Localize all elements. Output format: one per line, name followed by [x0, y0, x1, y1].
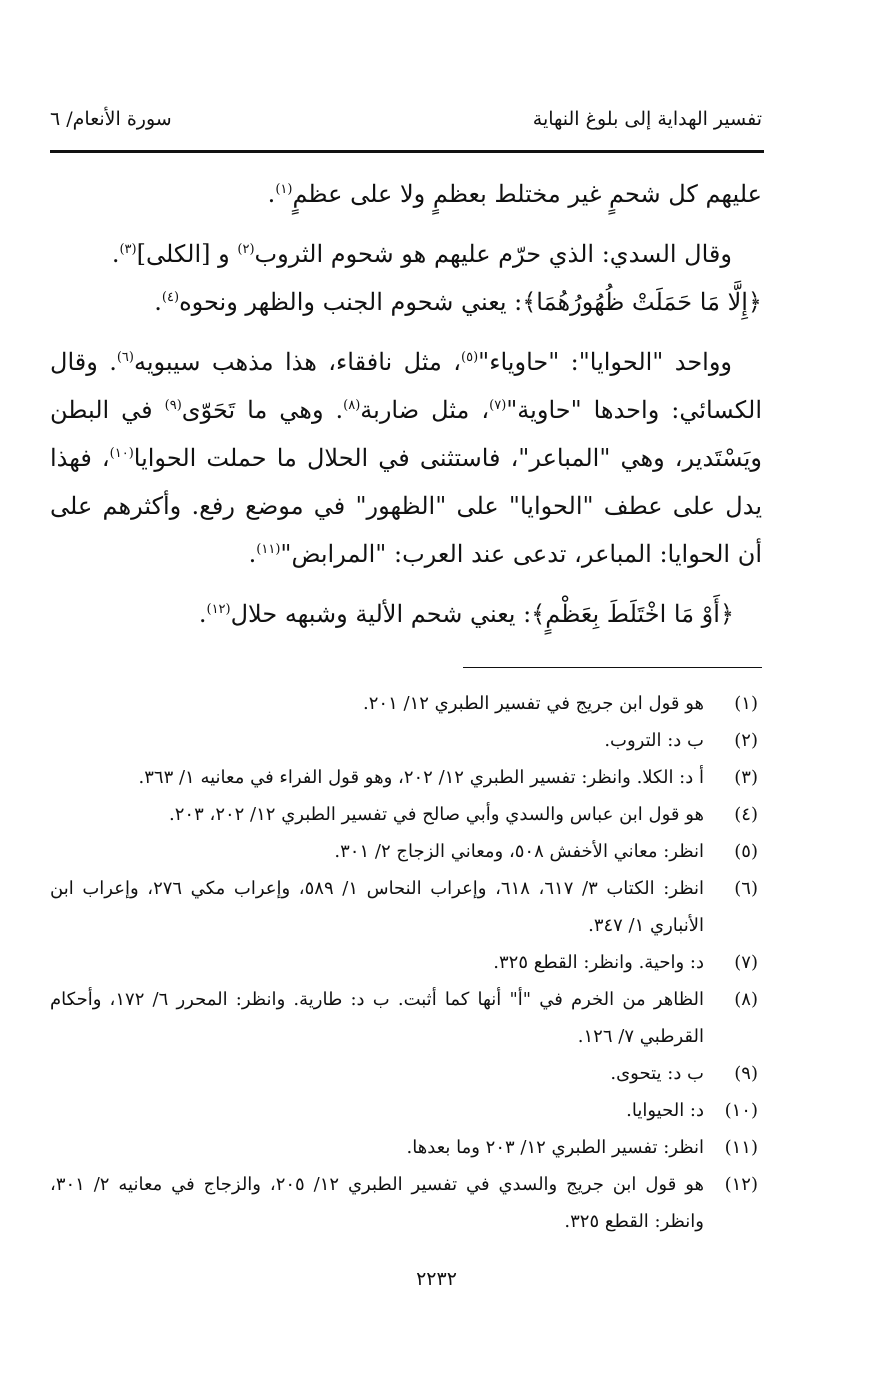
footnote-text: الظاهر من الخرم في "أ" أنها كما أثبت. ب د: طارية. وانظر: المحرر ٦/ ١٧٢، وأحكام القرطبي ٧/ ١٢٦.	[50, 989, 704, 1047]
footnote-text: انظر: الكتاب ٣/ ٦١٧، ٦١٨، وإعراب النحاس ١/ ٥٨٩، وإعراب مكي ٢٧٦، وإعراب ابن الأنباري ١/ ٣٤٧.	[50, 878, 705, 936]
footnote-number: (١)	[734, 693, 758, 714]
footnote-number: (٣)	[734, 767, 758, 788]
paragraph-5: ﴿أَوْ مَا اخْتَلَطَ بِعَظْمٍ﴾: يعني شحم الألية وشبهه حلال$^{(١٢)}$.	[198, 600, 734, 628]
paragraph-3: ﴿إِلَّا مَا حَمَلَتْ ظُهُورُهُمَا﴾: يعني شحوم الجنب والظهر ونحوه$^{(٤)}$.	[154, 288, 762, 316]
footnote-ref: (٤)	[161, 290, 180, 305]
footnote	[50, 1166, 762, 1240]
footnote-number: (١١)	[724, 1137, 758, 1158]
footnote-number: (٩)	[734, 1063, 758, 1084]
footnote	[50, 833, 762, 870]
footnote-ref: (٧)	[489, 398, 507, 413]
footnote-number: (٦)	[734, 878, 758, 899]
footnote-separator	[463, 667, 762, 668]
footnote-ref: (٨)	[343, 398, 361, 413]
footnote-ref: (٩)	[164, 398, 182, 413]
book-title: تفسير الهداية إلى بلوغ النهاية	[532, 108, 762, 130]
footnote-ref: (١٢)	[206, 602, 231, 617]
paragraph-4: وواحد "الحوايا": "حاوياء"$^{(٥)}$، مثل نافقاء، هذا مذهب سيبويه$^{(٦)}$. وقال الكسائي: واحدها "حاوية"$^{(٧)}$، مثل ضاربة$^{(٨)}$. وهي ما تَحَوّى$^{(٩)}$ في البطن ويَسْتَدير، وهي "المباعر"، فاستثنى في الحلال ما حملت الحوايا$^{(١٠)}$، فهذا يدل على عطف "الحوايا" على "الظهور" في موضع رفع. وأكثرهم على أن الحوايا: المباعر، تدعى عند العرب: "المرابض"$^{(١١)}$.	[50, 348, 762, 568]
footnote	[50, 722, 762, 759]
footnote-ref: (٦)	[116, 350, 134, 365]
footnote-text: ب د: يتحوى.	[610, 1063, 704, 1084]
quran-verse: ﴿أَوْ مَا اخْتَلَطَ بِعَظْمٍ﴾	[531, 600, 734, 628]
footnote	[50, 1092, 762, 1129]
footnote	[50, 759, 762, 796]
footnote	[50, 685, 762, 722]
footnote-text: هو قول ابن جريج والسدي في تفسير الطبري ١٢/ ٢٠٥، والزجاج في معانيه ٢/ ٣٠١، وانظر: القطع ٣٢٥.	[50, 1174, 704, 1232]
footnote-number: (٧)	[734, 952, 758, 973]
page-number: ٢٢٣٢	[416, 1268, 457, 1290]
footnote-text: د: الحيوايا.	[626, 1100, 704, 1121]
footnote-ref: (٢)	[237, 242, 255, 257]
footnotes	[50, 685, 762, 1240]
footnote-number: (٢)	[734, 730, 758, 751]
footnote-ref: (١٠)	[109, 446, 134, 461]
footnote	[50, 1129, 762, 1166]
footnote	[50, 944, 762, 981]
footnote	[50, 796, 762, 833]
footnote-text: انظر: معاني الأخفش ٥٠٨، ومعاني الزجاج ٢/ ٣٠١.	[334, 841, 704, 862]
footnote-ref: (١)	[275, 182, 293, 197]
footnote	[50, 981, 762, 1055]
surah-label: سورة الأنعام/ ٦	[50, 108, 172, 130]
footnote	[50, 870, 762, 944]
footnote-text: هو قول ابن عباس والسدي وأبي صالح في تفسير الطبري ١٢/ ٢٠٢، ٢٠٣.	[169, 804, 704, 825]
header-rule	[50, 150, 764, 153]
footnote-number: (٤)	[734, 804, 758, 825]
footnote-ref: (١١)	[256, 542, 281, 557]
footnote-ref: (٣)	[119, 242, 137, 257]
running-header	[50, 108, 762, 144]
main-text	[50, 170, 762, 638]
quran-verse: ﴿إِلَّا مَا حَمَلَتْ ظُهُورُهُمَا﴾	[522, 288, 762, 316]
footnote-text: انظر: تفسير الطبري ١٢/ ٢٠٣ وما بعدها.	[406, 1137, 704, 1158]
footnote-ref: (٥)	[461, 350, 479, 365]
footnote-number: (١٠)	[724, 1100, 758, 1121]
footnote	[50, 1055, 762, 1092]
paragraph-2: وقال السدي: الذي حرّم عليهم هو شحوم الثروب$^{(٢)}$ و [الكلى]$^{(٣)}$.	[111, 240, 732, 268]
footnote-number: (٨)	[734, 989, 758, 1010]
footnote-text: د: واحية. وانظر: القطع ٣٢٥.	[493, 952, 704, 973]
footnote-number: (٥)	[734, 841, 758, 862]
footnote-text: هو قول ابن جريج في تفسير الطبري ١٢/ ٢٠١.	[363, 693, 704, 714]
paragraph-1: عليهم كل شحمٍ غير مختلط بعظمٍ ولا على عظمٍ$^{(١)}$.	[267, 180, 762, 208]
footnote-number: (١٢)	[724, 1174, 758, 1195]
footnote-text: ب د: التروب.	[604, 730, 704, 751]
footnote-text: أ د: الكلا. وانظر: تفسير الطبري ١٢/ ٢٠٢، وهو قول الفراء في معانيه ١/ ٣٦٣.	[138, 767, 704, 788]
